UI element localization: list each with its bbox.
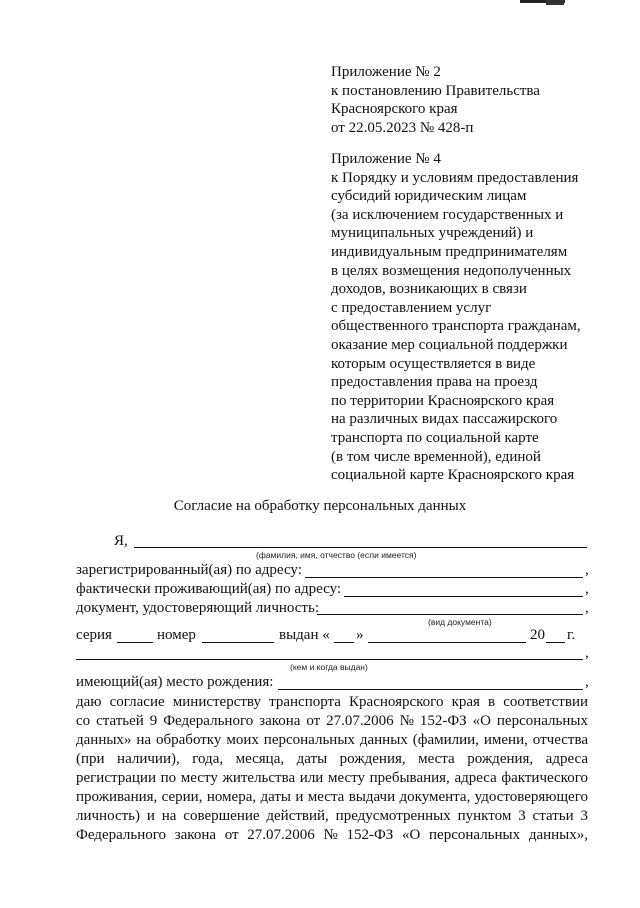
appendix-line: Красноярского края (331, 101, 458, 118)
series-label: серия (76, 627, 112, 643)
body-text-line: личность) и на совершение действий, предусмотренных пунктом 3 статьи 3 (76, 808, 588, 824)
number-label: номер (157, 627, 196, 643)
issued-by-field[interactable] (76, 659, 583, 660)
number-field[interactable] (202, 642, 274, 643)
body-text-line: (при наличии), года, месяца, даты рождения, места рождения, адреса (76, 751, 588, 767)
appendix-line: по территории Красноярского края (331, 392, 555, 409)
comma: , (585, 645, 589, 661)
appendix-line: (за исключением государственных и (331, 206, 564, 223)
year-prefix: 20 (530, 627, 545, 643)
appendix-line: Приложение № 2 (331, 64, 441, 80)
appendix-line: оказание мер социальной поддержки (331, 336, 568, 353)
body-text-line: данных» на обработку моих персональных данных (фамилии, имени, отчества (76, 732, 588, 748)
appendix-line: (в том числе временной), единой (331, 448, 541, 465)
appendix-line: к Порядку и условиям предоставления (331, 169, 579, 186)
issued-day-field[interactable] (334, 642, 354, 643)
birthplace-label: имеющий(ая) место рождения: (76, 674, 274, 690)
appendix-line: на различных видах пассажирского (331, 411, 558, 428)
appendix-line: в целях возмещения недополученных (331, 262, 572, 279)
appendix-line: Приложение № 4 (331, 151, 441, 167)
body-text-line: со статьей 9 Федерального закона от 27.07.2006 № 152-ФЗ «О персональных (76, 713, 588, 729)
year-suffix: г. (567, 627, 576, 643)
appendix-line: индивидуальным предпринимателям (331, 243, 568, 260)
appendix-line: предоставления права на проезд (331, 374, 538, 391)
appendix-4-header (331, 150, 581, 485)
appendix-line: с предоставлением услуг (331, 299, 492, 316)
registered-address-field[interactable] (305, 577, 583, 578)
appendix-line: доходов, возникающих в связи (331, 281, 527, 298)
i-label: Я, (114, 533, 128, 549)
appendix-line: субсидий юридическим лицам (331, 188, 527, 205)
appendix-line: муниципальных учреждений) и (331, 225, 534, 242)
birthplace-field[interactable] (278, 689, 583, 690)
appendix-line: от 22.05.2023 № 428-п (331, 119, 474, 136)
issued-label: выдан « (279, 627, 330, 643)
appendix-line: к постановлению Правительства (331, 82, 540, 99)
document-type-field[interactable] (317, 614, 583, 615)
appendix-line: транспорта по социальной карте (331, 429, 539, 446)
issued-year-field[interactable] (546, 642, 565, 643)
body-text-line: Федерального закона от 27.07.2006 № 152-ФЗ «О персональных данных», (76, 827, 588, 843)
series-field[interactable] (117, 642, 153, 643)
comma: , (585, 581, 589, 597)
body-text-line: даю согласие министерству транспорта Красноярского края в соответствии (76, 694, 588, 710)
doc-type-caption: (вид документа) (428, 617, 492, 627)
body-text-line: проживания, серии, номера, даты и места выдачи документа, удостоверяющего (76, 789, 588, 805)
issued-by-caption: (кем и когда выдан) (290, 662, 368, 672)
scan-artifact (546, 0, 564, 5)
issued-month-field[interactable] (368, 642, 526, 643)
document-label: документ, удостоверяющий личность: (76, 600, 319, 616)
registered-label: зарегистрированный(ая) по адресу: (76, 562, 302, 578)
appendix-line: социальной карте Красноярского края (331, 467, 575, 484)
comma: , (585, 562, 589, 578)
issued-quote-close: » (356, 627, 364, 643)
document-title: Согласие на обработку персональных данных (173, 498, 467, 514)
residing-label: фактически проживающий(ая) по адресу: (76, 581, 342, 597)
body-text-line: регистрации по месту жительства или месту пребывания, адреса фактического (76, 770, 588, 786)
residing-address-field[interactable] (344, 596, 583, 597)
comma: , (585, 600, 589, 616)
appendix-2-header (331, 63, 540, 137)
appendix-line: которым осуществляется в виде (331, 355, 536, 372)
name-field[interactable] (134, 547, 587, 548)
name-caption: (фамилия, имя, отчество (если имеется) (256, 550, 417, 560)
appendix-line: общественного транспорта гражданам, (331, 318, 581, 335)
comma: , (585, 674, 589, 690)
